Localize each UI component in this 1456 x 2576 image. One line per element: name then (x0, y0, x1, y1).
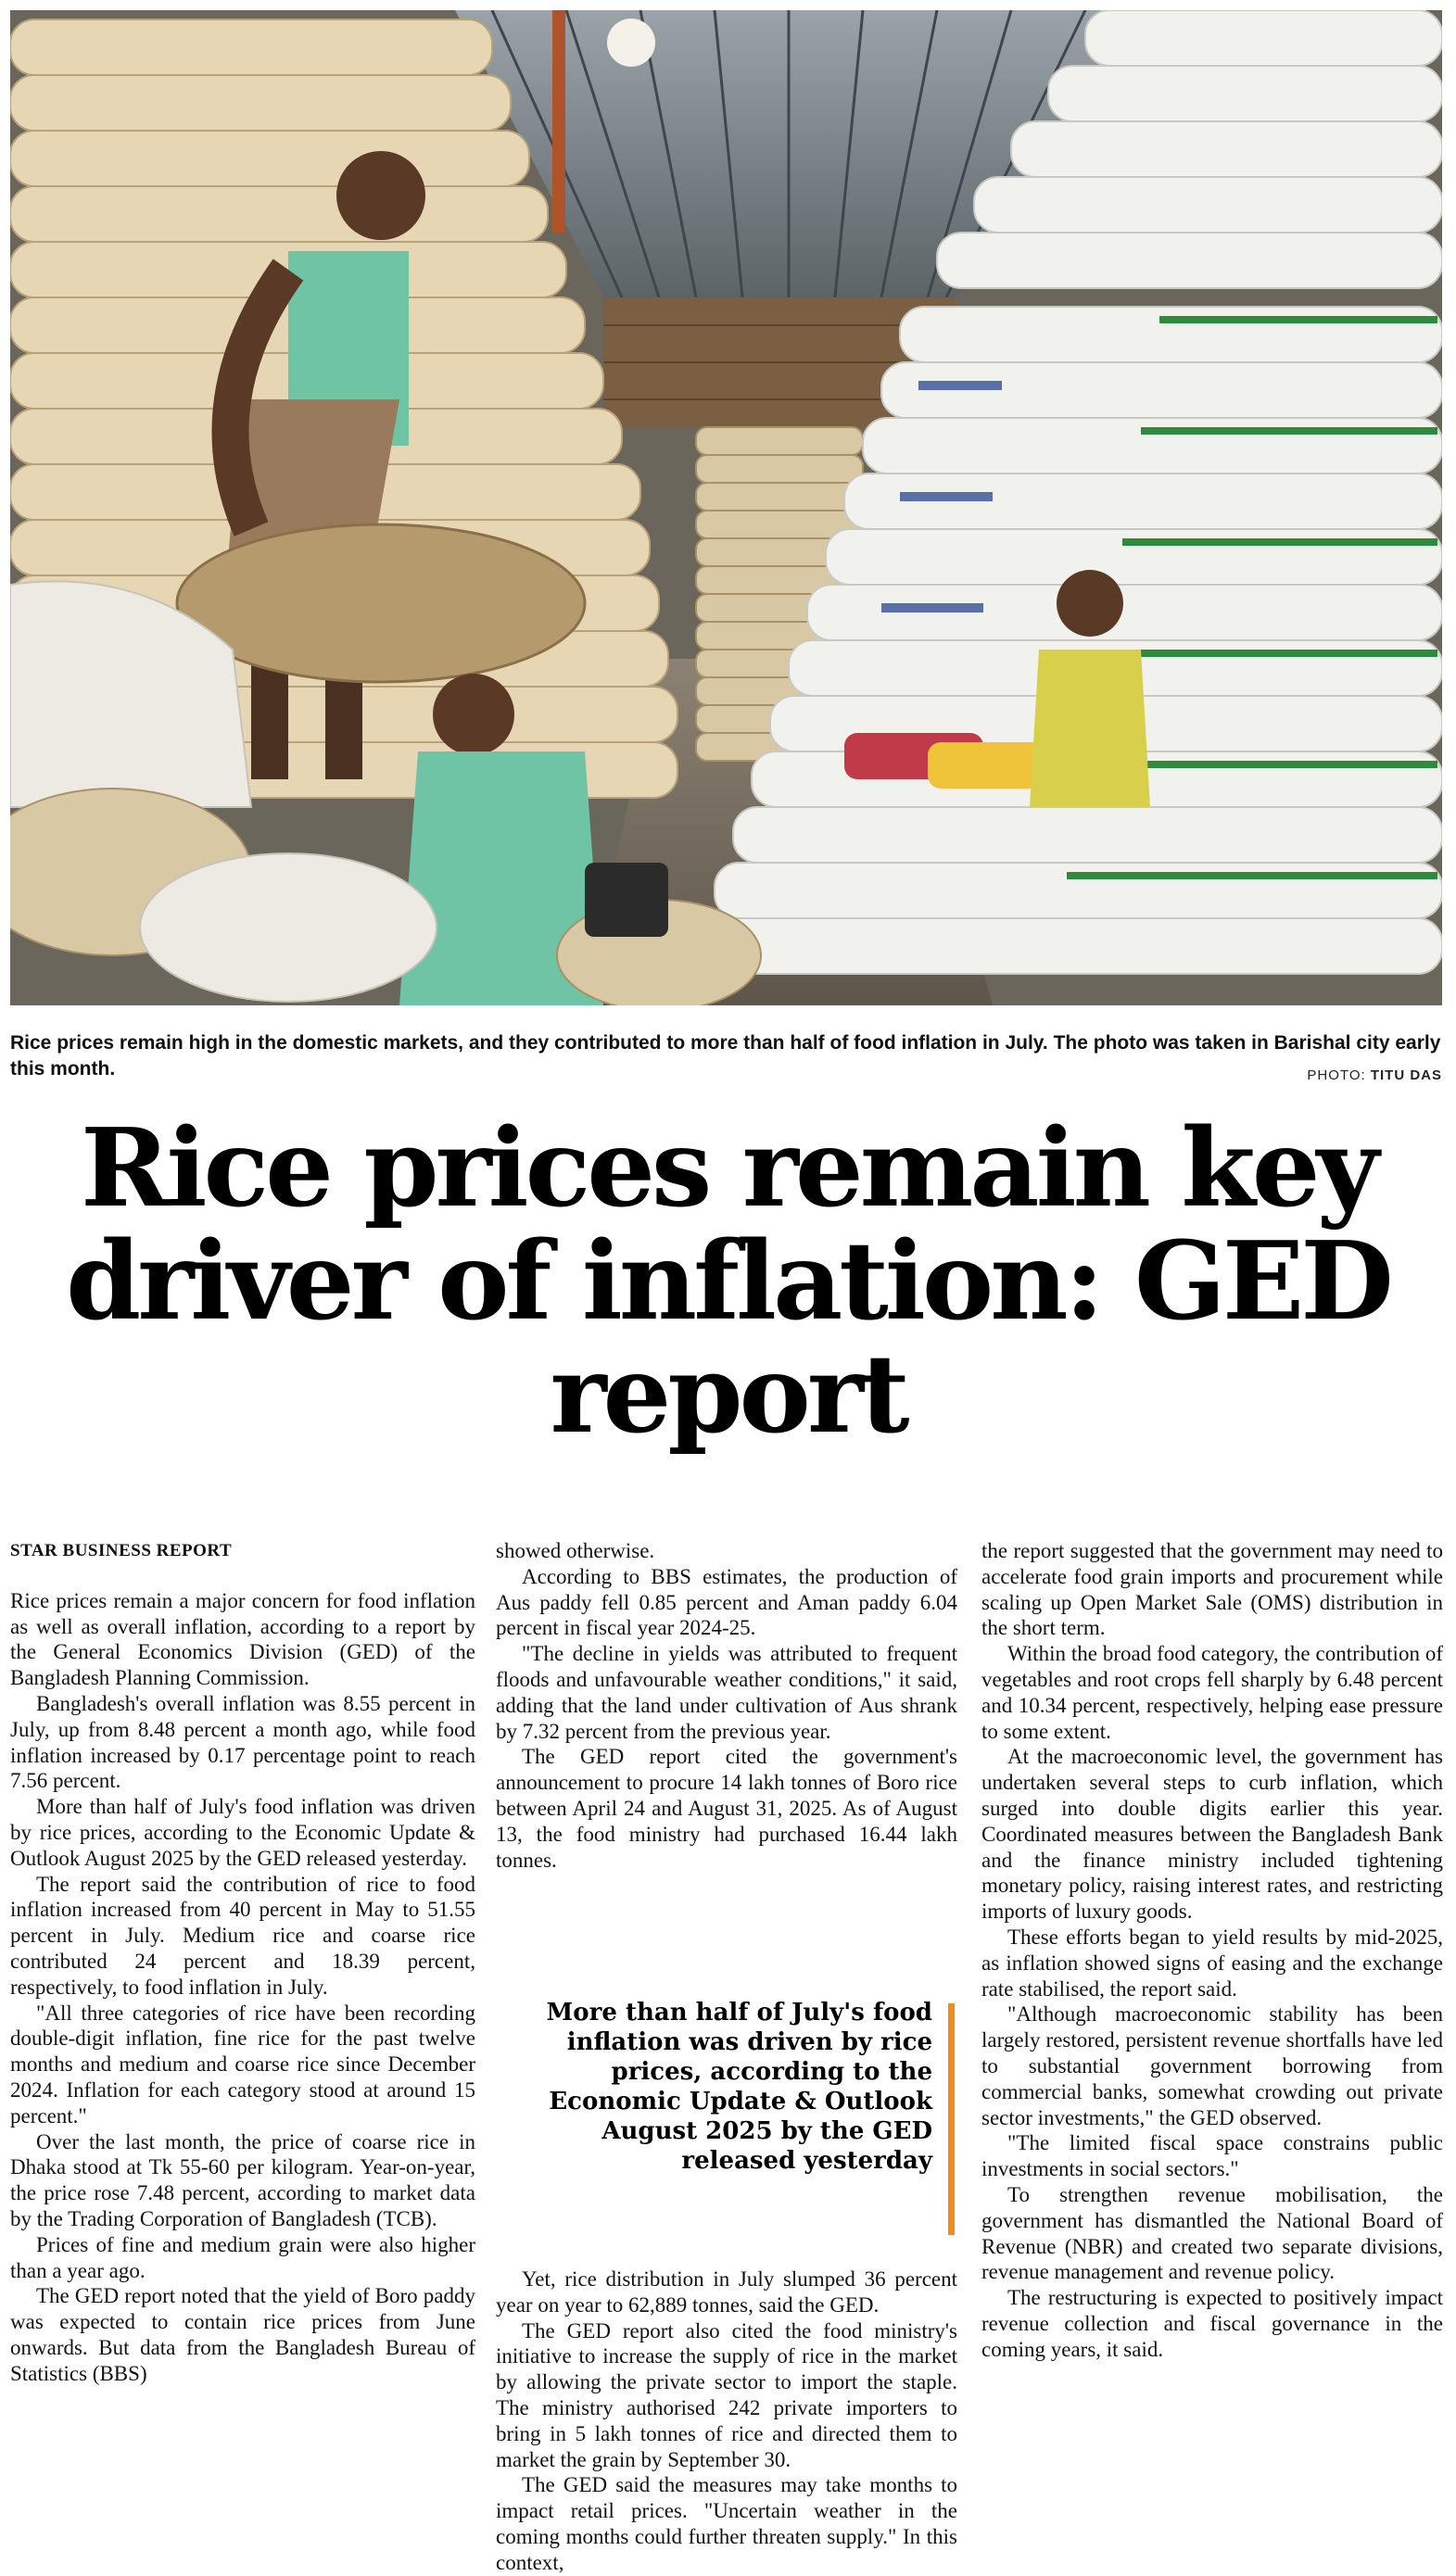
paragraph: To strengthen revenue mobilisation, the government has dismantled the National Board of Revenue (NBR) and created two separate divisions, revenue management and revenue policy. (981, 2182, 1443, 2284)
paragraph: At the macroeconomic level, the government has undertaken several steps to curb inflation, which surged into double digits earlier this year. Coordinated measures between the Bangladesh Bank and the finance ministry included tightening monetary policy, raising interest rates, and restricting imports of luxury goods. (981, 1745, 1443, 1924)
article-column-1 (10, 1538, 475, 2387)
byline: STAR BUSINESS REPORT (10, 1541, 233, 1560)
paragraph: "Although macroeconomic stability has been largely restored, persistent revenue shortfalls have led to substantial government borrowing from commercial banks, somewhat crowding out private sector investments," the GED observed. (981, 2002, 1443, 2129)
paragraph: The GED report cited the government's announcement to procure 14 lakh tonnes of Boro rice between April 24 and August 31, 2025. As of August 13, the food ministry had purchased 16.44 lakh tonnes. (496, 1745, 957, 1872)
article-column-2-continued (496, 2267, 957, 2576)
paragraph: "The decline in yields was attributed to frequent floods and unfavourable weather conditions," it said, adding that the land under cultivation of Aus shrank by 7.32 percent from the previous year. (496, 1642, 957, 1743)
paragraph: The report said the contribution of rice to food inflation increased from 40 percent in May to 51.55 percent in July. Medium rice and coarse rice contributed 24 percent and 18.39 percent, respectively, to food inflation in July. (10, 1872, 475, 1999)
article-column-3 (981, 1538, 1443, 2363)
photo-caption: Rice prices remain high in the domestic markets, and they contributed to more than half of food inflation in July. The photo was taken in Barishal city early this month. (10, 1032, 1441, 1080)
photo-credit (1307, 1067, 1442, 1083)
pull-quote-text: More than half of July's food inflation was driven by rice prices, according to the Economic Update & Outlook August 2025 by the GED released yesterday (546, 1999, 932, 2175)
photographer-name: TITU DAS (1370, 1067, 1442, 1083)
paragraph: showed otherwise. (496, 1539, 655, 1562)
paragraph: The GED said the measures may take months to impact retail prices. "Uncertain weather in the coming months could further threaten supply." In this context, (496, 2473, 957, 2574)
paragraph: "All three categories of rice have been recording double-digit inflation, fine rice for the past twelve months and medium and coarse rice since December 2024. Inflation for each category stood at around 15 percent." (10, 2001, 475, 2128)
paragraph: The GED report noted that the yield of Boro paddy was expected to contain rice prices from June onwards. But data from the Bangladesh Bureau of Statistics (BBS) (10, 2284, 475, 2385)
paragraph: the report suggested that the government may need to accelerate food grain imports and procurement while scaling up Open Market Sale (OMS) distribution in the short term. (981, 1539, 1443, 1640)
paragraph: According to BBS estimates, the production of Aus paddy fell 0.85 percent and Aman paddy 6.04 percent in fiscal year 2024-25. (496, 1564, 957, 1640)
paragraph: Within the broad food category, the contribution of vegetables and root crops fell sharply by 6.48 percent and 10.34 percent, respectively, helping ease pressure to some extent. (981, 1642, 1443, 1743)
paragraph: More than half of July's food inflation was driven by rice prices, according to the Economic Update & Outlook August 2025 by the GED released yesterday. (10, 1795, 475, 1870)
rice-warehouse-illustration (10, 10, 1442, 1005)
pull-quote (519, 1998, 962, 2250)
paragraph: Prices of fine and medium grain were also higher than a year ago. (10, 2232, 475, 2282)
article-column-2 (496, 1538, 957, 1873)
photo-credit-label: PHOTO: (1307, 1067, 1366, 1083)
paragraph: Rice prices remain a major concern for food inflation as well as overall inflation, according to a report by the General Economics Division (GED) of the Bangladesh Planning Commission. (10, 1588, 475, 1690)
paragraph: Yet, rice distribution in July slumped 36 percent year on year to 62,889 tonnes, said the GED. (496, 2267, 957, 2317)
pull-quote-accent-bar (948, 2003, 955, 2235)
paragraph: Bangladesh's overall inflation was 8.55 percent in July, up from 8.48 percent a month ago, while food inflation increased by 0.17 percentage point to reach 7.56 percent. (10, 1691, 475, 1793)
paragraph: The GED report also cited the food ministry's initiative to increase the supply of rice in the market by allowing the private sector to import the staple. The ministry authorised 242 private importers to bring in 5 lakh tonnes of rice and directed them to market the grain by September 30. (496, 2318, 957, 2471)
paragraph: The restructuring is expected to positively impact revenue collection and fiscal governance in the coming years, it said. (981, 2286, 1443, 2361)
paragraph: "The limited fiscal space constrains public investments in social sectors." (981, 2131, 1443, 2181)
article-headline: Rice prices remain key driver of inflation: GED report (66, 1105, 1390, 1458)
paragraph: Over the last month, the price of coarse rice in Dhaka stood at Tk 55-60 per kilogram. Year-on-year, the price rose 7.48 percent, according to market data by the Trading Corporation of Bangladesh (TCB). (10, 2129, 475, 2230)
news-photo-rice-warehouse (10, 10, 1442, 1005)
paragraph: These efforts began to yield results by mid-2025, as inflation showed signs of easing and the exchange rate stabilised, the report said. (981, 1925, 1443, 2001)
